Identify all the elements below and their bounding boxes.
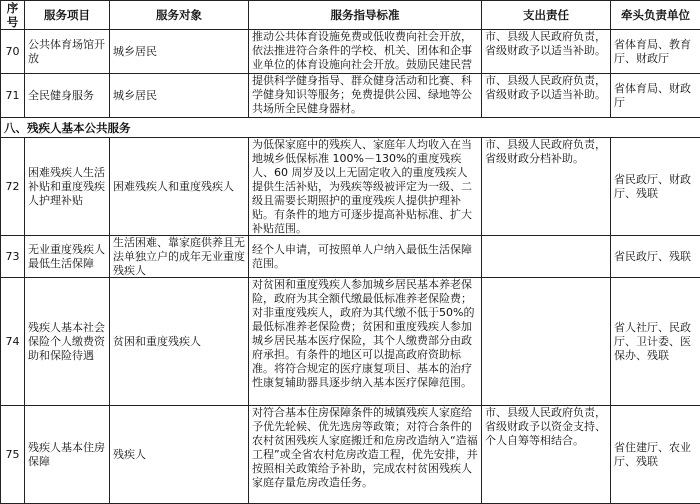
section-title: 八、残疾人基本公共服务 [1, 118, 700, 138]
row-standard: 推动公共体育设施免费或低收费向社会开放，依法推进符合条件的学校、机关、团体和企事业单位的体育设施向社会开放。鼓励民建民营 [252, 30, 478, 73]
table-row [1, 278, 700, 406]
row-standard: 对贫困和重度残疾人参加城乡居民基本养老保险，政府为其全额代缴最低标准养老保险费；对非重度残疾人，政府为其代缴不低于50%的最低标准养老保险费；贫困和重度残疾人参加城乡居民基本医疗保险，其个人缴费部分由政府承担。有条件的地区可以提高政府资助标准。将符合规定的医疗康复项目、基本的治疗性康复辅助器具逐步纳入基本医疗保障范围。 [252, 278, 478, 405]
row-target: 城乡居民 [110, 74, 249, 118]
row-lead: 省民政厅、财政厅、残联 [611, 138, 700, 236]
row-target: 城乡居民 [110, 30, 249, 74]
row-no: 71 [1, 74, 25, 118]
header-lead: 牵头负责单位 [611, 1, 700, 30]
row-funding: 市、县级人民政府负责，省级财政予以适当补助。 [485, 74, 607, 117]
row-lead: 省住建厅、农业厅、残联 [611, 406, 700, 504]
row-no: 70 [1, 30, 25, 74]
row-lead: 省民政厅、残联 [611, 236, 700, 278]
table-row [1, 236, 700, 278]
row-target: 困难残疾人和重度残疾人 [110, 138, 249, 236]
row-no: 72 [1, 138, 25, 236]
row-item: 残疾人基本社会保险个人缴费资助和保险待遇 [25, 278, 110, 406]
table-row [1, 138, 700, 236]
table-row [1, 74, 700, 118]
row-no: 74 [1, 278, 25, 406]
row-target: 贫困和重度残疾人 [110, 278, 249, 406]
row-funding [482, 236, 611, 278]
header-item: 服务项目 [25, 1, 110, 30]
row-standard: 对符合基本住房保障条件的城镇残疾人家庭给予优先轮候、优先选房等政策；对符合条件的农村贫困残疾人家庭搬迁和危房改造纳入“造福工程”或全省农村危房改造工程，优先安排，并按照相关政策给予补助，完成农村贫困残疾人家庭存量危房改造任务。 [252, 406, 478, 503]
row-funding [482, 278, 611, 406]
section-row [1, 118, 700, 138]
row-lead: 省人社厅、民政厅、卫计委、医保办、残联 [611, 278, 700, 406]
row-item: 残疾人基本住房保障 [25, 406, 110, 504]
table-row [1, 30, 700, 74]
row-item: 全民健身服务 [25, 74, 110, 118]
row-standard: 经个人申请，可按照单人户纳入最低生活保障范围。 [249, 236, 482, 278]
row-lead: 省体育局、教育厅、财政厅 [611, 30, 700, 74]
row-target: 残疾人 [110, 406, 249, 504]
header-no: 序号 [1, 1, 25, 30]
row-item: 无业重度残疾人最低生活保障 [25, 236, 110, 278]
table-row [1, 406, 700, 504]
header-row [1, 1, 700, 30]
header-standard: 服务指导标准 [249, 1, 482, 30]
row-no: 73 [1, 236, 25, 278]
header-funding: 支出责任 [482, 1, 611, 30]
row-funding: 市、县级人民政府负责，省级财政分档补助。 [485, 138, 607, 235]
row-funding: 市、县级人民政府负责，省级财政予以资金支持、个人自筹等相结合。 [485, 406, 607, 503]
row-funding: 市、县级人民政府负责，省级财政予以适当补助。 [485, 30, 607, 73]
row-no: 75 [1, 406, 25, 504]
row-item: 公共体育场馆开放 [25, 30, 110, 74]
row-lead: 省体育局、财政厅 [611, 74, 700, 118]
row-standard: 为低保家庭中的残疾人、家庭年人均收入在当地城乡低保标准 100%－130%的重度残疾人、60 周岁及以上无固定收入的重度残疾人提供生活补贴，为残疾等级被评定为一级、二级且需要长期照护的重度残疾人提供护理补贴。有条件的地方可逐步提高补贴标准、扩大补贴范围。 [252, 138, 478, 235]
row-standard: 提供科学健身指导、群众健身活动和比赛、科学健身知识等服务；免费提供公园、绿地等公共场所全民健身器材。 [252, 74, 478, 117]
header-target: 服务对象 [110, 1, 249, 30]
row-target: 生活困难、靠家庭供养且无法单独立户的成年无业重度残疾人 [113, 236, 245, 277]
row-item: 困难残疾人生活补贴和重度残疾人护理补贴 [25, 138, 110, 236]
